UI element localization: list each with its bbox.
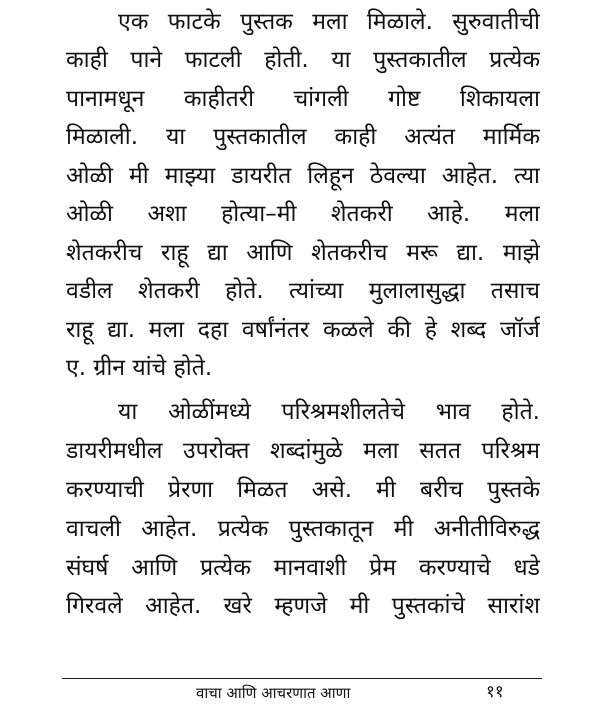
paragraph-1-line-10: ए. ग्रीन यांचे होते. bbox=[66, 355, 213, 381]
paragraph-2-line-1: या ओळींमध्ये परिश्रमशीलतेचे भाव होते. bbox=[118, 399, 540, 425]
paragraph-1-line-9: राहू द्या. मला दहा वर्षांनंतर कळले की हे शब्द जॉर्ज bbox=[66, 317, 540, 343]
paragraph-1-line-4: मिळाली. या पुस्तकातील काही अत्यंत मार्मिक bbox=[66, 124, 540, 150]
paragraph-1-line-7: शेतकरीच राहू द्या आणि शेतकरीच मरू द्या. माझे bbox=[66, 240, 540, 266]
footer-divider bbox=[62, 678, 542, 679]
paragraph-2-line-2: डायरीमधील उपरोक्त शब्दांमुळे मला सतत परिश्रम bbox=[66, 438, 540, 464]
paragraph-1-line-2: काही पाने फाटली होती. या पुस्तकातील प्रत्येक bbox=[66, 47, 540, 73]
paragraph-1-line-3: पानामधून काहीतरी चांगली गोष्ट शिकायला bbox=[66, 86, 540, 112]
running-footer-title: वाचा आणि आचरणात आणा bbox=[196, 684, 351, 702]
paragraph-2-line-4: वाचली आहेत. प्रत्येक पुस्तकातून मी अनीतीविरुद्ध bbox=[66, 516, 540, 542]
paragraph-2-line-6: गिरवले आहेत. खरे म्हणजे मी पुस्तकांचे सारांश bbox=[66, 593, 540, 619]
page-number: ११ bbox=[486, 682, 504, 702]
paragraph-1-line-5: ओळी मी माझ्या डायरीत लिहून ठेवल्या आहेत. त्या bbox=[66, 163, 540, 189]
paragraph-2-line-5: संघर्ष आणि प्रत्येक मानवाशी प्रेम करण्याचे धडे bbox=[66, 555, 540, 581]
paragraph-1-line-8: वडील शेतकरी होते. त्यांच्या मुलालासुद्धा तसाच bbox=[66, 278, 540, 304]
paragraph-1-line-6: ओळी अशा होत्या–मी शेतकरी आहे. मला bbox=[66, 201, 540, 227]
paragraph-1-line-1: एक फाटके पुस्तक मला मिळाले. सुरुवातीची bbox=[118, 9, 540, 35]
paragraph-2-line-3: करण्याची प्रेरणा मिळत असे. मी बरीच पुस्तके bbox=[66, 477, 540, 503]
